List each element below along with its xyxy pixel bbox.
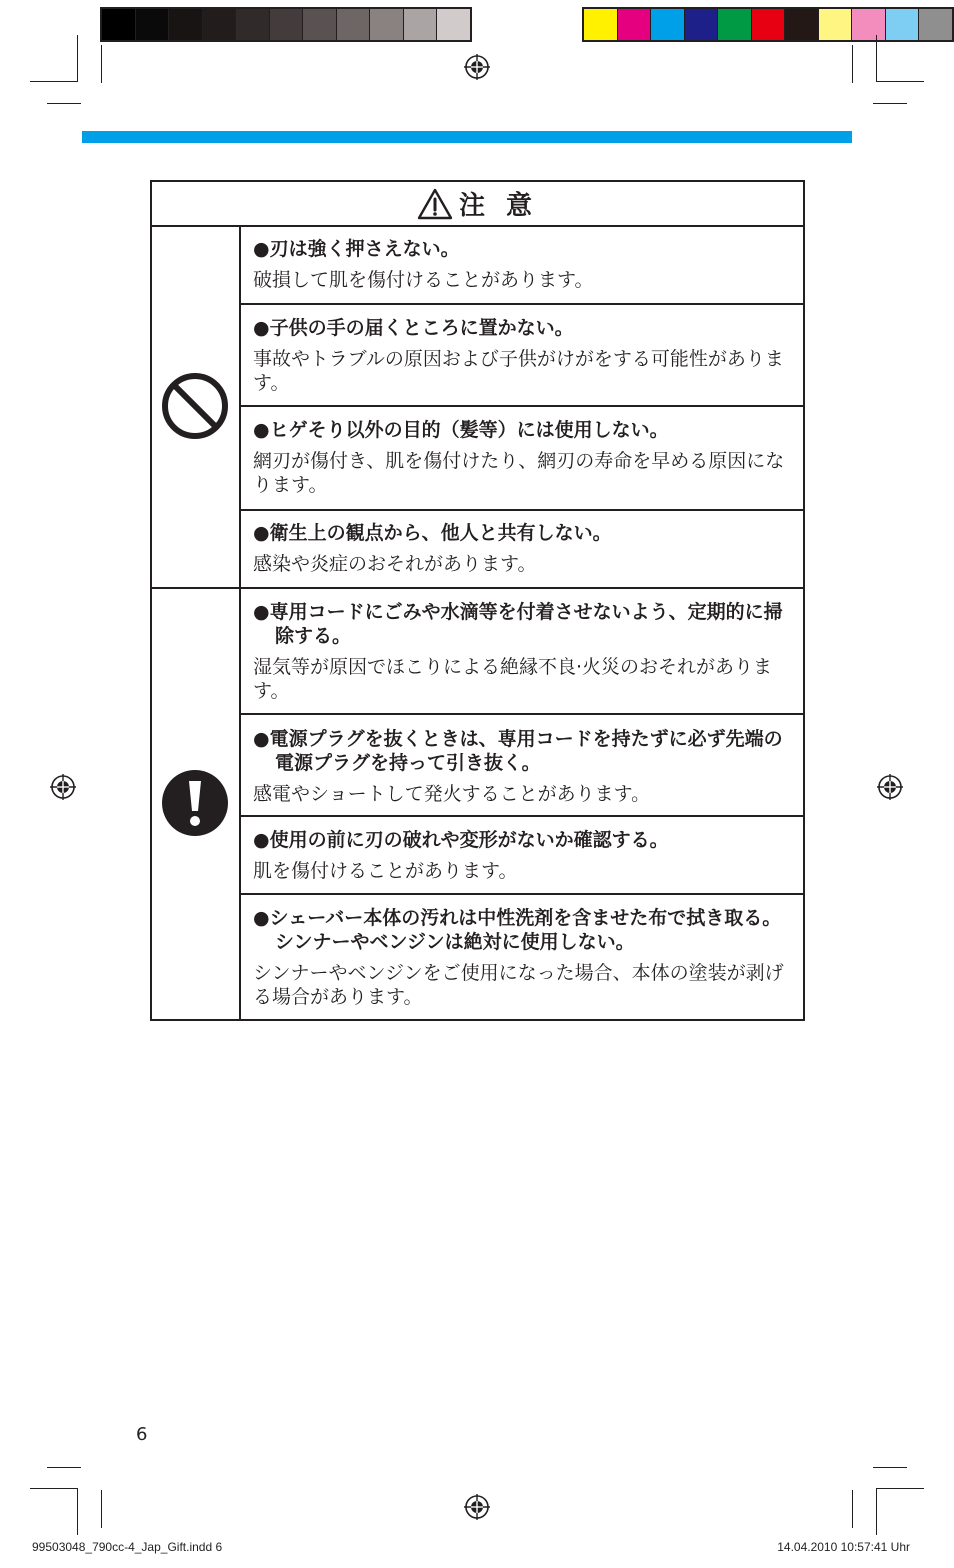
header-band: [82, 131, 852, 143]
mandatory-exclamation-icon: [161, 769, 229, 837]
caution-item: [241, 237, 803, 292]
caution-item: [241, 418, 803, 497]
gray-swatch: [303, 9, 337, 40]
caution-header: [152, 182, 803, 227]
print-timestamp: 14.04.2010 10:57:41 Uhr: [777, 1540, 910, 1554]
registration-mark-icon: [464, 54, 490, 80]
registration-mark-icon: [464, 1494, 490, 1520]
gray-swatch: [236, 9, 270, 40]
caution-item-heading: ●使用の前に刃の破れや変形がないか確認する。: [253, 829, 669, 851]
caution-item-body: 湿気等が原因でほこりによる絶縁不良·火災のおそれがあります。: [253, 656, 773, 702]
row-divider: [241, 509, 803, 511]
mandatory-icon-cell: [152, 589, 241, 1019]
caution-item-body: シンナーやベンジンをご使用になった場合、本体の塗装が剥げる場合があります。: [253, 962, 784, 1008]
registration-mark-icon: [877, 774, 903, 800]
color-swatch: [584, 9, 618, 40]
caution-item-heading: ●刃は強く押さえない。: [253, 238, 460, 260]
prohibition-icon-cell: [152, 227, 241, 587]
gray-swatch: [169, 9, 203, 40]
grayscale-swatches: [100, 7, 472, 42]
color-swatch: [886, 9, 920, 40]
gray-swatch: [270, 9, 304, 40]
caution-item: [241, 521, 803, 576]
gray-swatch: [337, 9, 371, 40]
color-swatch: [685, 9, 719, 40]
caution-item-heading: ●ヒゲそり以外の目的（髪等）には使用しない。: [253, 419, 669, 441]
row-divider: [241, 405, 803, 407]
row-divider: [241, 303, 803, 305]
color-swatch: [919, 9, 952, 40]
row-divider: [241, 815, 803, 817]
caution-table: [150, 180, 805, 1021]
caution-item-body: 事故やトラブルの原因および子供がけがをする可能性があります。: [253, 348, 784, 394]
registration-mark-icon: [50, 774, 76, 800]
gray-swatch: [437, 9, 470, 40]
caution-item-body: 網刃が傷付き、肌を傷付けたり、網刃の寿命を早める原因になります。: [253, 450, 785, 496]
page-number: 6: [136, 1424, 148, 1445]
caution-item: [241, 316, 803, 395]
caution-item-heading: ●専用コードにごみや水滴等を付着させないよう、定期的に掃除する。: [253, 601, 783, 647]
warning-triangle-icon: [417, 188, 453, 220]
caution-item-heading: ●シェーバー本体の汚れは中性洗剤を含ませた布で拭き取る。シンナーやベンジンは絶対に使用しない。: [253, 907, 782, 953]
caution-item: [241, 906, 803, 1009]
caution-item-body: 肌を傷付けることがあります。: [253, 860, 518, 882]
color-swatch: [785, 9, 819, 40]
gray-swatch: [102, 9, 136, 40]
section-divider: [152, 587, 803, 589]
caution-item: [241, 727, 803, 806]
color-calibration-bar: [100, 7, 854, 42]
caution-title: 注 意: [458, 191, 539, 221]
prohibition-icon: [161, 372, 229, 440]
caution-item: [241, 828, 803, 883]
color-swatch: [618, 9, 652, 40]
caution-item-heading: ●衛生上の観点から、他人と共有しない。: [253, 522, 612, 544]
caution-item-body: 破損して肌を傷付けることがあります。: [253, 269, 594, 291]
color-swatch: [718, 9, 752, 40]
gray-swatch: [136, 9, 170, 40]
row-divider: [241, 713, 803, 715]
caution-item: [241, 600, 803, 703]
file-slug: 99503048_790cc-4_Jap_Gift.indd 6: [32, 1540, 223, 1554]
color-swatch: [651, 9, 685, 40]
color-swatch: [752, 9, 786, 40]
gray-swatch: [370, 9, 404, 40]
row-divider: [241, 893, 803, 895]
gray-swatch: [203, 9, 237, 40]
caution-item-heading: ●子供の手の届くところに置かない。: [253, 317, 574, 339]
color-swatches: [582, 7, 954, 42]
color-swatch: [852, 9, 886, 40]
gray-swatch: [404, 9, 438, 40]
caution-item-body: 感電やショートして発火することがあります。: [253, 783, 651, 805]
caution-item-heading: ●電源プラグを抜くときは、専用コードを持たずに必ず先端の電源プラグを持って引き抜く。: [253, 728, 783, 774]
color-swatch: [819, 9, 853, 40]
caution-item-body: 感染や炎症のおそれがあります。: [253, 553, 537, 575]
